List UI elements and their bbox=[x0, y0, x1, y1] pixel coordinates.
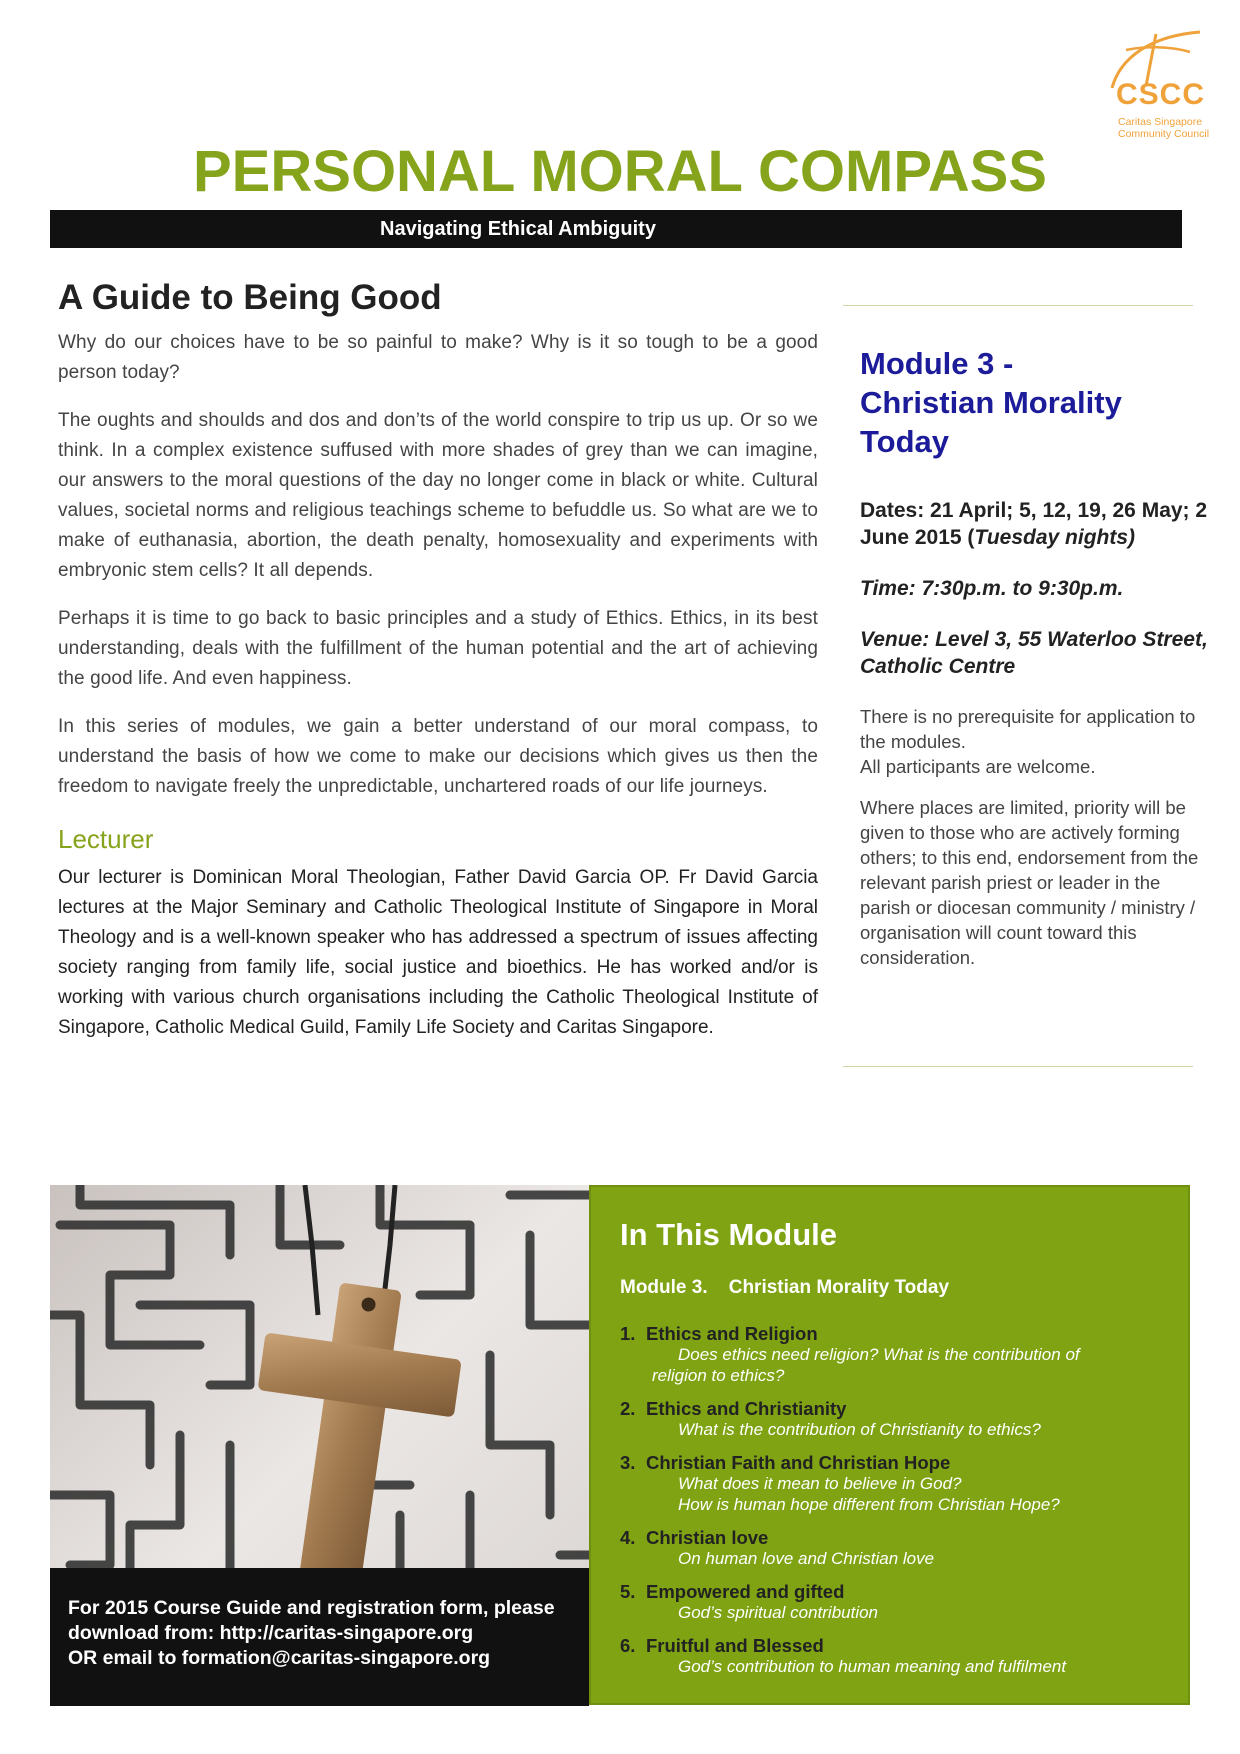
list-item bbox=[620, 1635, 1180, 1677]
topic-title bbox=[620, 1635, 1180, 1656]
list-item bbox=[620, 1527, 1180, 1569]
page-subtitle: Navigating Ethical Ambiguity bbox=[380, 218, 656, 240]
logo-subtitle bbox=[1118, 116, 1209, 140]
registration-line: For 2015 Course Guide and registration form, please bbox=[68, 1597, 555, 1619]
topic-title-text: Ethics and Christianity bbox=[646, 1398, 847, 1419]
welcome-text: All participants are welcome. bbox=[860, 756, 1096, 777]
module-sidebar bbox=[860, 344, 1210, 986]
topic-number: 5. bbox=[620, 1581, 636, 1602]
topic-title bbox=[620, 1581, 1180, 1602]
topic-description-line: What is the contribution of Christianity to ethics? bbox=[678, 1420, 1041, 1439]
topic-description-line: On human love and Christian love bbox=[678, 1549, 935, 1568]
topic-title-text: Christian love bbox=[646, 1527, 769, 1548]
topic-list bbox=[620, 1323, 1180, 1689]
topic-description bbox=[678, 1548, 1180, 1569]
list-item bbox=[620, 1581, 1180, 1623]
topic-description bbox=[678, 1419, 1180, 1440]
topic-description bbox=[678, 1656, 1180, 1677]
topic-title-text: Empowered and gifted bbox=[646, 1581, 845, 1602]
topic-description-line: How is human hope different from Christian Hope? bbox=[678, 1495, 1060, 1514]
module-heading-line: Christian Morality Today bbox=[860, 385, 1122, 459]
module-dates-text: Dates: 21 April; 5, 12, 19, 26 May; 2 June 2015 ( bbox=[860, 499, 1208, 549]
topic-title-text: Ethics and Religion bbox=[646, 1323, 818, 1344]
topic-title bbox=[620, 1527, 1180, 1548]
module-heading bbox=[860, 344, 1210, 461]
article-paragraph: Why do our choices have to be so painful to make? Why is it so tough to be a good person today? bbox=[58, 332, 818, 383]
topic-number: 4. bbox=[620, 1527, 636, 1548]
topic-title bbox=[620, 1323, 1180, 1344]
prerequisite-text: There is no prerequisite for application to the modules. bbox=[860, 706, 1196, 752]
topic-number: 1. bbox=[620, 1323, 636, 1344]
sidebar-divider bbox=[843, 1066, 1193, 1067]
topic-description-line: God’s contribution to human meaning and fulfilment bbox=[678, 1657, 1067, 1676]
topic-title bbox=[620, 1398, 1180, 1419]
topic-description-line: Does ethics need religion? What is the contribution of bbox=[678, 1345, 1080, 1364]
subtitle-bar bbox=[50, 210, 1182, 248]
module-heading-line: Module 3 - bbox=[860, 346, 1014, 381]
sidebar-divider bbox=[843, 305, 1193, 306]
article-heading: A Guide to Being Good bbox=[58, 278, 442, 317]
logo-subtitle-line: Community Council bbox=[1118, 128, 1210, 140]
logo-text: CSCC bbox=[1116, 78, 1206, 111]
module-prerequisite bbox=[860, 704, 1210, 779]
in-this-module-panel bbox=[589, 1185, 1190, 1705]
topic-title-text: Fruitful and Blessed bbox=[646, 1635, 824, 1656]
topic-number: 6. bbox=[620, 1635, 636, 1656]
registration-info bbox=[68, 1596, 588, 1671]
main-article bbox=[58, 278, 818, 1043]
topic-title bbox=[620, 1452, 1180, 1473]
logo-subtitle-line: Caritas Singapore bbox=[1118, 116, 1203, 128]
lecturer-heading: Lecturer bbox=[58, 824, 154, 854]
article-paragraph: In this series of modules, we gain a better understand of our moral compass, to understand the basis of how we come to make our decisions which gives us then the freedom to navigate freely the unpredictable, unchartered roads of our life journeys. bbox=[58, 716, 818, 797]
registration-footer bbox=[50, 1568, 589, 1706]
topic-description bbox=[678, 1602, 1180, 1623]
list-item bbox=[620, 1323, 1180, 1386]
topic-title-text: Christian Faith and Christian Hope bbox=[646, 1452, 951, 1473]
topic-description-line: religion to ethics? bbox=[652, 1366, 785, 1385]
list-item bbox=[620, 1452, 1180, 1515]
lecturer-text: Our lecturer is Dominican Moral Theologian, Father David Garcia OP. Fr David Garcia lectures at the Major Seminary and Catholic Theological Institute of Singapore in Moral Theology and is a well-known speaker who has addressed a spectrum of issues affecting society ranging from family life, social justice and bioethics. He has worked and/or is working with various church organisations including the Catholic Theological Institute of Singapore, Catholic Medical Guild, Family Life Society and Caritas Singapore. bbox=[58, 867, 818, 1038]
panel-subheading: Module 3. Christian Morality Today bbox=[620, 1277, 950, 1298]
page-title: PERSONAL MORAL COMPASS bbox=[193, 139, 1047, 204]
topic-description bbox=[678, 1473, 1180, 1515]
cscc-logo bbox=[1090, 28, 1220, 148]
module-dates-italic: Tuesday nights) bbox=[974, 526, 1136, 549]
article-paragraph: Perhaps it is time to go back to basic principles and a study of Ethics. Ethics, in its best understanding, deals with the fulfillment of the human potential and the art of achieving the good life. And even happiness. bbox=[58, 608, 818, 689]
module-time: Time: 7:30p.m. to 9:30p.m. bbox=[860, 577, 1124, 600]
topic-description bbox=[652, 1344, 1180, 1386]
topic-number: 3. bbox=[620, 1452, 636, 1473]
topic-description-line: What does it mean to believe in God? bbox=[678, 1474, 962, 1493]
registration-email-line[interactable]: OR email to formation@caritas-singapore.org bbox=[68, 1647, 491, 1669]
topic-description-line: God’s spiritual contribution bbox=[678, 1603, 879, 1622]
module-venue: Venue: Level 3, 55 Waterloo Street, Catholic Centre bbox=[860, 628, 1208, 678]
panel-heading: In This Module bbox=[620, 1217, 837, 1252]
module-dates bbox=[860, 497, 1210, 551]
registration-link-line[interactable]: download from: http://caritas-singapore.org bbox=[68, 1622, 474, 1644]
article-paragraph: The oughts and shoulds and dos and don’ts of the world conspire to trip us up. Or so we think. In a complex existence suffused with more shades of grey than we can imagine, our answers to the moral questions of the day no longer come in black or white. Cultural values, societal norms and religious teachings scheme to befuddle us. So what are we to make of euthanasia, abortion, the death penalty, homosexuality and experiments with embryonic stem cells? It all depends. bbox=[58, 410, 818, 581]
topic-number: 2. bbox=[620, 1398, 636, 1419]
list-item bbox=[620, 1398, 1180, 1440]
module-priority: Where places are limited, priority will be given to those who are actively forming others; to this end, endorsement from the relevant parish priest or leader in the parish or diocesan community / ministry / organisation will count toward this consideration. bbox=[860, 797, 1199, 968]
